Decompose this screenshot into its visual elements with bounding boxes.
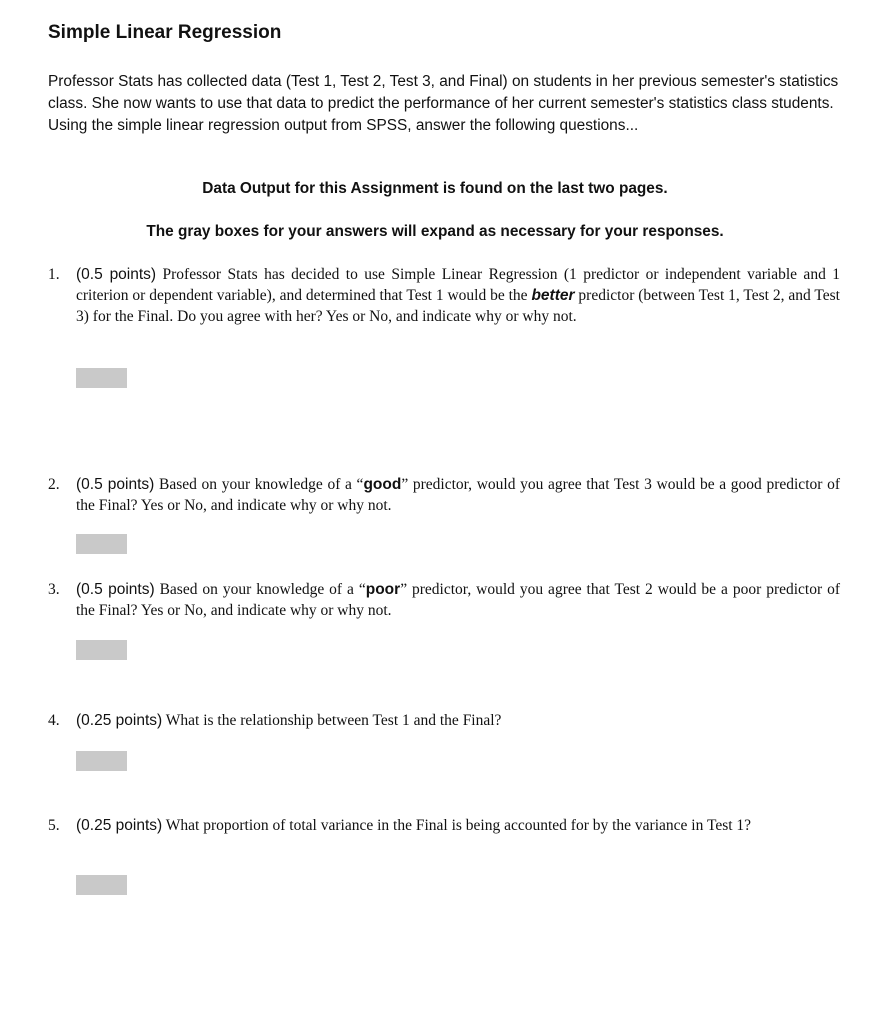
question-number: 1. <box>48 266 60 283</box>
question-number: 2. <box>48 476 60 493</box>
question-text-before: Based on your knowledge of a “ <box>154 581 366 598</box>
question-number: 5. <box>48 817 60 834</box>
answer-box-3[interactable] <box>76 640 127 660</box>
question-keyword: better <box>531 287 575 304</box>
answer-box-4[interactable] <box>76 751 127 771</box>
question-number: 3. <box>48 581 60 598</box>
question-text-before: Professor Stats has decided to use Simple Linear Regression (1 predictor or independent variable and 1 criterion or dependent variable), and determined that Test 1 would be the <box>76 266 840 304</box>
question-points: (0.5 points) <box>76 581 155 598</box>
question-text-after: ” predictor, would you agree that Test 2 would be a poor predictor of the Final? Yes or No, and indicate why or why not. <box>76 581 840 619</box>
question-points: (0.25 points) <box>76 817 163 834</box>
answer-box-5[interactable] <box>76 875 127 895</box>
question-text-before: What is the relationship between Test 1 and the Final? <box>162 712 502 729</box>
answer-box-2[interactable] <box>76 534 127 554</box>
answer-box-1[interactable] <box>76 368 127 388</box>
page-title: Simple Linear Regression <box>48 22 282 43</box>
question-text <box>76 474 840 516</box>
gray-boxes-note: The gray boxes for your answers will expand as necessary for your responses. <box>146 223 724 240</box>
question-text <box>76 579 840 621</box>
question-text-before: What proportion of total variance in the Final is being accounted for by the variance in Test 1? <box>162 817 752 834</box>
question-points: (0.25 points) <box>76 712 163 729</box>
data-output-note: Data Output for this Assignment is found on the last two pages. <box>202 180 668 197</box>
question-text-before: Based on your knowledge of a “ <box>154 476 364 493</box>
question-points: (0.5 points) <box>76 266 157 283</box>
question-text <box>76 710 840 731</box>
question-keyword: good <box>363 476 402 493</box>
question-text-after: ” predictor, would you agree that Test 3 would be a good predictor of the Final? Yes or No, and indicate why or why not. <box>76 476 840 514</box>
question-points: (0.5 points) <box>76 476 155 493</box>
intro-paragraph: Professor Stats has collected data (Test 1, Test 2, Test 3, and Final) on students in her previous semester's statistics class. She now wants to use that data to predict the performance of her current semester's statistics class students. Using the simple linear regression output from SPSS, answer the following questions... <box>48 73 839 134</box>
question-text <box>76 815 840 836</box>
question-number: 4. <box>48 712 60 729</box>
question-text-after: predictor (between Test 1, Test 2, and Test 3) for the Final. Do you agree with her? Yes or No, and indicate why or why not. <box>76 287 840 325</box>
question-keyword: poor <box>365 581 401 598</box>
question-text <box>76 264 840 327</box>
